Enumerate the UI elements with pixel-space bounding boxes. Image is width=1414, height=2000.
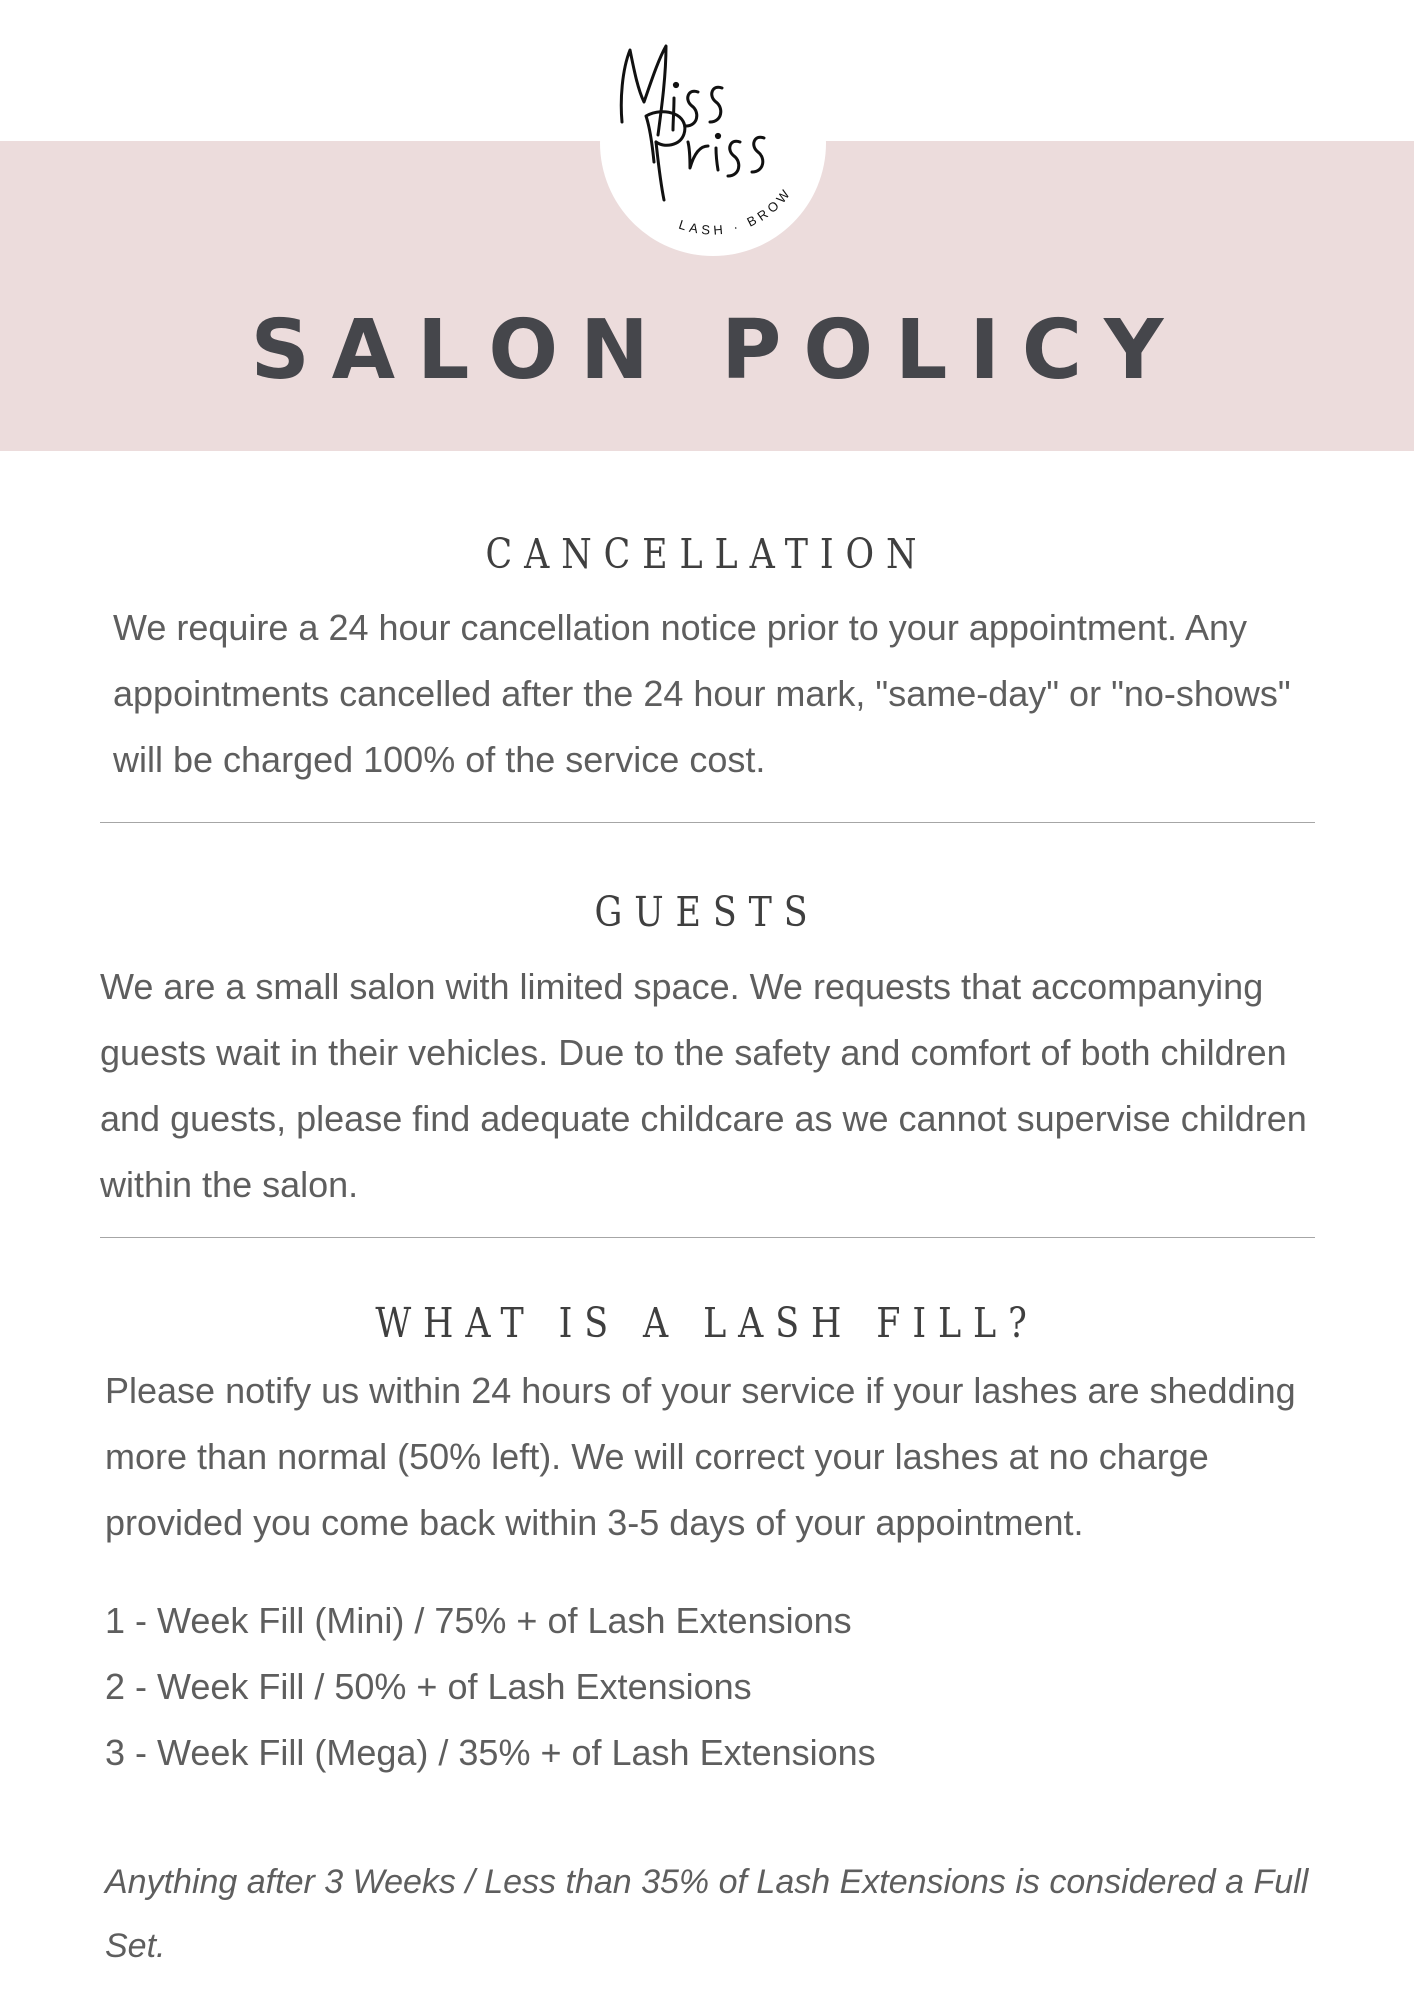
list-item: 1 - Week Fill (Mini) / 75% + of Lash Extensions xyxy=(105,1600,852,1641)
lash-fill-heading: WHAT IS A LASH FILL? xyxy=(375,1299,1039,1347)
section-divider xyxy=(100,822,1315,823)
brand-logo xyxy=(600,30,826,256)
guests-text: We are a small salon with limited space. We requests that accompanying guests wait in their vehicles. Due to the safety and comfort of both children and guests, please find adequate childcare as we cannot supervise children within the salon. xyxy=(100,966,1307,1205)
lash-fill-text: Please notify us within 24 hours of your service if your lashes are shedding more than normal (50% left). We will correct your lashes at no charge provided you come back within 3-5 days of your appointment. xyxy=(105,1370,1296,1543)
svg-text:LASH · BROW xyxy=(677,184,795,238)
guests-heading: GUESTS xyxy=(594,888,820,936)
cancellation-text: We require a 24 hour cancellation notice prior to your appointment. Any appointments cancelled after the 24 hour mark, "same-day" or "no-shows" will be charged 100% of the service cost. xyxy=(113,607,1291,780)
list-item: 3 - Week Fill (Mega) / 35% + of Lash Extensions xyxy=(105,1732,876,1773)
fill-options-list xyxy=(105,1588,876,1786)
logo-tagline: LASH · BROW xyxy=(676,183,795,238)
page-title: SALON POLICY xyxy=(250,302,1186,398)
list-item: 2 - Week Fill / 50% + of Lash Extensions xyxy=(105,1666,752,1707)
logo-artwork xyxy=(600,30,826,256)
section-divider xyxy=(100,1237,1315,1238)
cancellation-heading: CANCELLATION xyxy=(485,530,929,578)
full-set-footnote: Anything after 3 Weeks / Less than 35% of Lash Extensions is considered a Full Set. xyxy=(105,1863,1309,1965)
